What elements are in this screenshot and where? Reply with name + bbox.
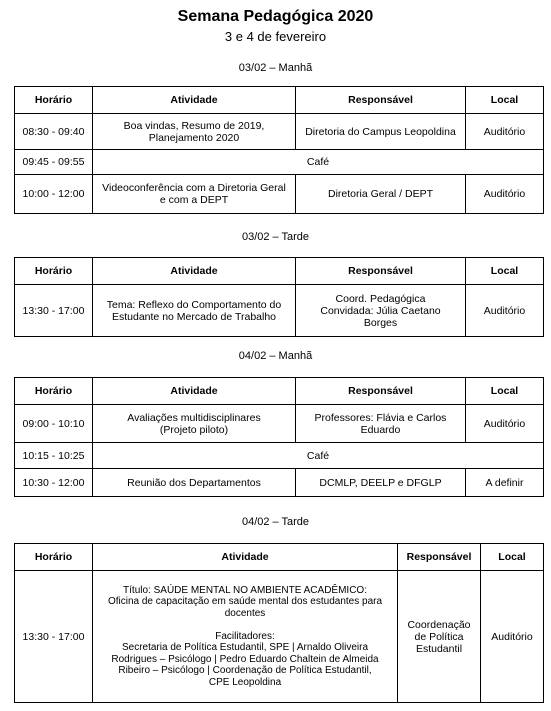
column-header: Horário (15, 378, 93, 405)
table-row (15, 150, 544, 175)
responsible-cell: Professores: Flávia e Carlos Eduardo (296, 405, 466, 443)
time-cell: 08:30 - 09:40 (15, 114, 93, 150)
page-subtitle: 3 e 4 de fevereiro (224, 29, 327, 44)
activity-cell: Título: SAÚDE MENTAL NO AMBIENTE ACADÊMICO: Oficina de capacitação em saúde mental dos estudantes para docentes Facilitadores: Secretaria de Política Estudantil, SPE | Arnaldo Oliveira Rodrigues – Psicólogo | Pedro Eduardo Chaltein de Almeida Ribeiro – Psicólogo | Coordenação de Política Estudantil, CPE Leopoldina (93, 571, 398, 703)
column-header: Horário (15, 258, 93, 285)
column-header: Responsável (296, 378, 466, 405)
location-cell: Auditório (466, 175, 544, 214)
column-header: Responsável (296, 258, 466, 285)
location-cell: Auditório (466, 405, 544, 443)
column-header: Horário (15, 87, 93, 114)
activity-cell: Tema: Reflexo do Comportamento do Estudante no Mercado de Trabalho (93, 285, 296, 337)
column-header: Local (466, 378, 544, 405)
section-label: 04/02 – Tarde (241, 516, 310, 528)
time-cell: 10:00 - 12:00 (15, 175, 93, 214)
column-header: Local (466, 87, 544, 114)
time-cell: 09:45 - 09:55 (15, 150, 93, 175)
table-row (15, 114, 544, 150)
section-label: 04/02 – Manhã (238, 350, 313, 362)
schedule-table (14, 257, 544, 337)
time-cell: 10:30 - 12:00 (15, 469, 93, 497)
time-cell: 13:30 - 17:00 (15, 285, 93, 337)
table-row (15, 443, 544, 469)
section-label: 03/02 – Manhã (238, 62, 313, 74)
location-cell: Auditório (466, 285, 544, 337)
activity-cell: Boa vindas, Resumo de 2019, Planejamento 2020 (93, 114, 296, 150)
column-header: Atividade (93, 378, 296, 405)
column-header: Atividade (93, 87, 296, 114)
break-cell: Café (93, 443, 544, 469)
page-title: Semana Pedagógica 2020 (177, 8, 374, 25)
schedule-table (14, 86, 544, 214)
time-cell: 13:30 - 17:00 (15, 571, 93, 703)
column-header: Horário (15, 544, 93, 571)
column-header: Responsável (398, 544, 481, 571)
table-row (15, 469, 544, 497)
schedule-table (14, 543, 544, 703)
table-row (15, 175, 544, 214)
table-row (15, 285, 544, 337)
column-header: Local (466, 258, 544, 285)
location-cell: A definir (466, 469, 544, 497)
responsible-cell: Diretoria do Campus Leopoldina (296, 114, 466, 150)
table-row (15, 405, 544, 443)
responsible-cell: Coordenação de Política Estudantil (398, 571, 481, 703)
table-row (15, 571, 544, 703)
time-cell: 10:15 - 10:25 (15, 443, 93, 469)
column-header: Responsável (296, 87, 466, 114)
schedule-table (14, 377, 544, 497)
column-header: Atividade (93, 544, 398, 571)
location-cell: Auditório (481, 571, 544, 703)
activity-cell: Reunião dos Departamentos (93, 469, 296, 497)
responsible-cell: Diretoria Geral / DEPT (296, 175, 466, 214)
activity-cell: Avaliações multidisciplinares (Projeto piloto) (93, 405, 296, 443)
responsible-cell: Coord. Pedagógica Convidada: Júlia Caetano Borges (296, 285, 466, 337)
column-header: Atividade (93, 258, 296, 285)
location-cell: Auditório (466, 114, 544, 150)
break-cell: Café (93, 150, 544, 175)
section-label: 03/02 – Tarde (241, 231, 310, 243)
responsible-cell: DCMLP, DEELP e DFGLP (296, 469, 466, 497)
time-cell: 09:00 - 10:10 (15, 405, 93, 443)
column-header: Local (481, 544, 544, 571)
activity-cell: Videoconferência com a Diretoria Geral e com a DEPT (93, 175, 296, 214)
